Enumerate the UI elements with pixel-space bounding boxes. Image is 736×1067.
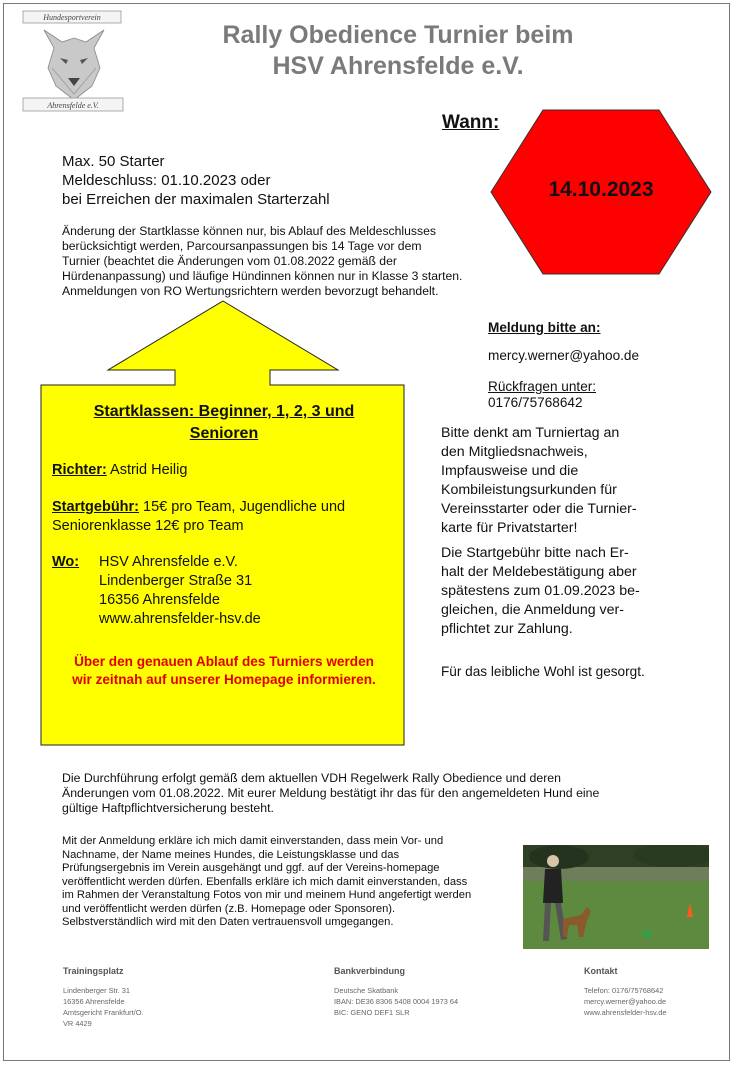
footer-contact (584, 966, 666, 1018)
footer-contact-line: Telefon: 0176/75768642 (584, 986, 664, 995)
documents-note (441, 424, 681, 538)
food-note: Für das leibliche Wohl ist gesorgt. (441, 664, 645, 679)
consent-line: im Rahmen der Veranstaltung Fotos von mir und meinem Hund angefertigt werden (62, 889, 472, 901)
fee-value: 15€ pro Team, Jugendliche und (139, 499, 346, 515)
consent-line: Selbstverständlich wird mit den Daten vertrauensvoll umgegangen. (62, 916, 394, 928)
footer-bank-line: IBAN: DE36 8306 5408 0004 1973 64 (334, 997, 459, 1006)
location-website: www.ahrensfelder-hsv.de (99, 611, 261, 627)
documents-line: Vereinsstarter oder die Turnier- (441, 501, 637, 517)
documents-line: Impfausweise und die (441, 463, 579, 479)
fee-value-line-2: Seniorenklasse 12€ pro Team (52, 518, 244, 534)
consent-line: veröffentlicht werden dürfen. Ebenfalls erkläre ich mich damit einverstanden, dass (62, 875, 468, 888)
questions-label: Rückfragen unter: (488, 379, 597, 394)
fee-label: Startgebühr: (52, 499, 139, 515)
schedule-note-line-2: wir zeitnah auf unserer Homepage informieren. (72, 672, 376, 687)
event-date: 14.10.2023 (548, 178, 654, 201)
consent-line: Mit der Anmeldung erkläre ich mich damit einverstanden, dass mein Vor- und (62, 835, 444, 847)
consent-line: und veröffentlicht werden dürfen (z.B. Homepage oder Sponsoren). (62, 902, 396, 915)
rules-line: berücksichtigt werden, Parcoursanpassungen bis 14 Tage vor dem (62, 239, 422, 253)
footer-contact-line: mercy.werner@yahoo.de (584, 997, 667, 1006)
judge-label: Richter: (52, 462, 107, 478)
wann-label: Wann: (442, 112, 500, 133)
questions-phone: 0176/75768642 (488, 395, 583, 410)
title-line-1: Rally Obedience Turnier beim (222, 21, 574, 49)
schedule-note-line-1: Über den genauen Ablauf des Turniers werden (74, 654, 374, 669)
page-title (170, 20, 626, 82)
deadline: Meldeschluss: 01.10.2023 oder (62, 172, 271, 189)
footer-contact-heading: Kontakt (584, 966, 618, 976)
vdh-line: Änderungen vom 01.08.2022. Mit eurer Meldung bestätigt ihr das für den angemeldeten Hund eine (62, 786, 600, 800)
class-heading-line-2: Senioren (189, 425, 259, 442)
deadline-line-2: bei Erreichen der maximalen Starterzahl (62, 191, 330, 208)
location-line: 16356 Ahrensfelde (99, 592, 220, 608)
documents-line: karte für Privatstarter! (441, 520, 578, 536)
handler-dog-photo (523, 845, 709, 949)
registration-email: mercy.werner@yahoo.de (488, 348, 640, 363)
location-label: Wo: (52, 554, 80, 570)
documents-line: Kombileistungsurkunden für (441, 482, 617, 498)
rules-line: Turnier (beachtet die Änderungen vom 01.08.2022 gemäß der (62, 254, 397, 268)
starter-info (62, 152, 330, 209)
club-logo (22, 8, 126, 114)
location-line: Lindenberger Straße 31 (99, 573, 253, 589)
footer-bank-line: BIC: GENO DEF1 SLR (334, 1008, 410, 1017)
documents-line: Bitte denkt am Turniertag an (441, 425, 620, 441)
title-line-2: HSV Ahrensfelde e.V. (272, 52, 524, 80)
vdh-note (62, 771, 662, 816)
footer-bank (334, 966, 458, 1018)
rules-line: Anmeldungen von RO Wertungsrichtern werden bevorzugt behandelt. (62, 284, 439, 298)
footer-bank-heading: Bankverbindung (334, 966, 406, 976)
footer-training-line: Lindenberger Str. 31 (63, 986, 130, 995)
payment-line: gleichen, die Anmeldung ver- (441, 602, 624, 618)
payment-line: pflichtet zur Zahlung. (441, 621, 573, 637)
payment-line: Die Startgebühr bitte nach Er- (441, 545, 629, 561)
payment-note (441, 544, 681, 639)
judge-value: Astrid Heilig (106, 462, 188, 478)
fee-row (52, 498, 345, 536)
documents-line: den Mitgliedsnachweis, (441, 444, 588, 460)
judge-row (52, 461, 187, 480)
rules-text (62, 224, 522, 299)
class-heading (44, 401, 404, 445)
footer-training-heading: Trainingsplatz (63, 966, 124, 976)
vdh-line: Die Durchführung erfolgt gemäß dem aktuellen VDH Regelwerk Rally Obedience und deren (62, 771, 561, 785)
location-address (99, 553, 261, 629)
footer-contact-line: www.ahrensfelder-hsv.de (584, 1008, 667, 1017)
registration-label: Meldung bitte an: (488, 320, 601, 335)
schedule-note (50, 653, 398, 689)
footer-training-line: Amtsgericht Frankfurt/O. (63, 1008, 144, 1017)
footer-training-line: VR 4429 (63, 1019, 92, 1028)
max-starters: Max. 50 Starter (62, 153, 165, 170)
footer-training-line: 16356 Ahrensfelde (63, 997, 125, 1006)
logo-top-text: Hundesportverein (43, 13, 101, 22)
payment-line: spätestens zum 01.09.2023 be- (441, 583, 640, 599)
consent-line: Nachname, der Name meines Hundes, die Leistungsklasse und das (62, 848, 400, 861)
rules-line: Änderung der Startklasse können nur, bis Ablauf des Meldeschlusses (62, 224, 436, 238)
class-heading-line-1: Startklassen: Beginner, 1, 2, 3 und (93, 403, 355, 420)
footer-training (63, 966, 144, 1029)
consent-text (62, 835, 512, 930)
location-line: HSV Ahrensfelde e.V. (99, 554, 238, 570)
payment-line: halt der Meldebestätigung aber (441, 564, 637, 580)
logo-bottom-text: Ahrensfelde e.V. (47, 101, 99, 110)
vdh-line: gültige Haftpflichtversicherung besteht. (62, 801, 274, 815)
footer-bank-line: Deutsche Skatbank (334, 986, 399, 995)
consent-line: Prüfungsergebnis im Verein ausgehängt und ggf. auf der Vereins-homepage (62, 862, 440, 874)
rules-line: Hürdenanpassung) und läufige Hündinnen können nur in Klasse 3 starten. (62, 269, 463, 283)
